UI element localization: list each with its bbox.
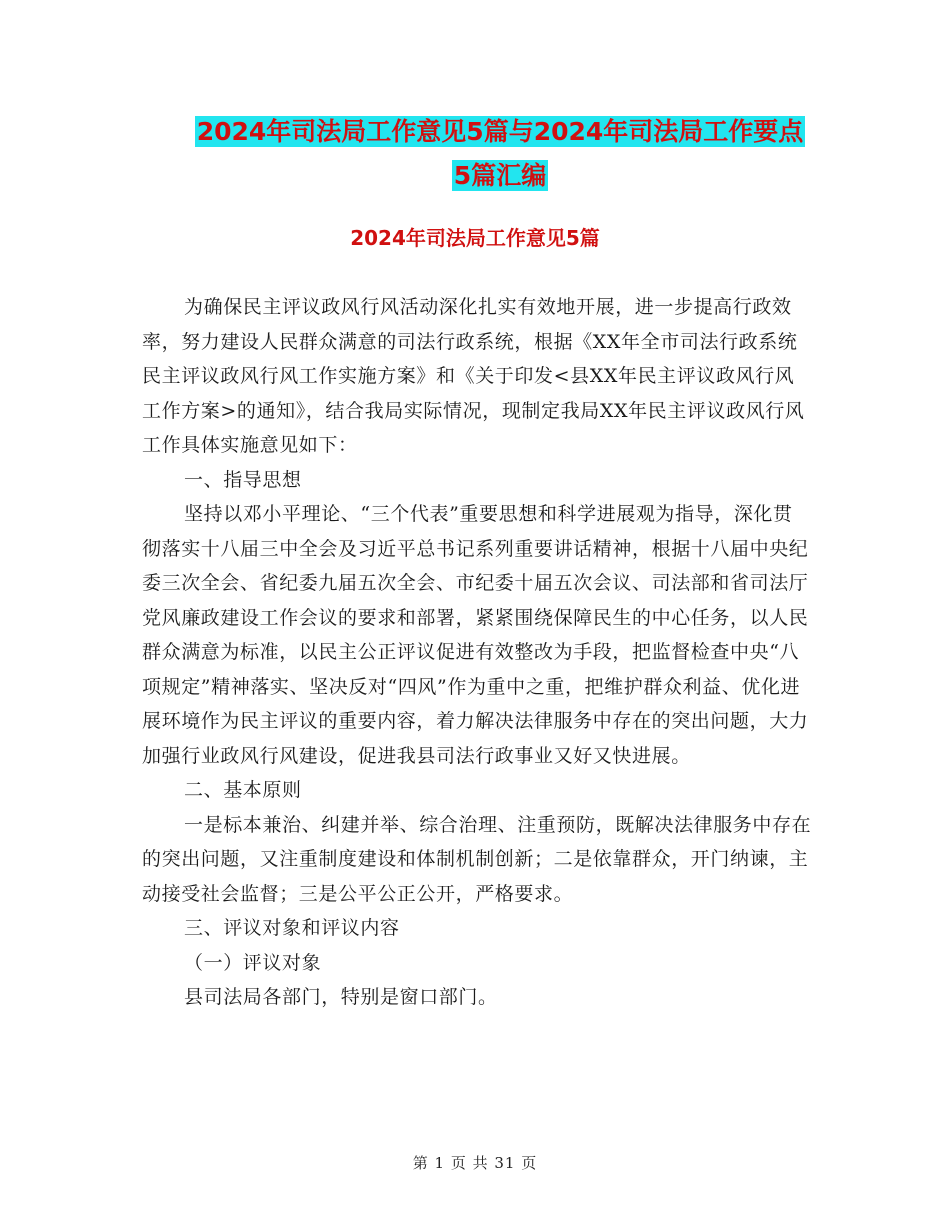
section-heading: 2024年司法局工作意见5篇 (350, 226, 600, 250)
paragraph-guiding-ideology: 坚持以邓小平理论、“三个代表”重要思想和科学进展观为指导，深化贯彻落实十八届三中全会及习近平总书记系列重要讲话精神，根据十八届中央纪委三次全会、省纪委九届五次全会、市纪委十届五次会议、司法部和省司法厅党风廉政建设工作会议的要求和部署，紧紧围绕保障民生的中心任务，以人民群众满意为标准，以民主公正评议促进有效整改为手段，把监督检查中央“八项规定”精神落实、坚决反对“四风”作为重中之重，把维护群众利益、优化进展环境作为民主评议的重要内容，着力解决法律服务中存在的突出问题，大力加强行业政风行风建设，促进我县司法行政事业又好又快进展。 (142, 503, 809, 767)
heading-basic-principles: 二、基本原则 (184, 779, 302, 801)
title-line-1 (100, 110, 900, 154)
title-line-2-text: 5篇汇编 (453, 161, 547, 190)
document-title (100, 110, 900, 198)
page-footer: 第 1 页 共 31 页 (412, 1154, 538, 1172)
paragraph-review-targets: 县司法局各部门，特别是窗口部门。 (184, 986, 498, 1008)
title-line-1-text: 2024年司法局工作意见5篇与2024年司法局工作要点 (196, 117, 804, 146)
heading-guiding-ideology: 一、指导思想 (184, 468, 302, 491)
title-line-2 (100, 154, 900, 198)
subheading-review-targets: （一）评议对象 (184, 951, 322, 974)
document-body (142, 290, 812, 1015)
paragraph-basic-principles: 一是标本兼治、纠建并举、综合治理、注重预防，既解决法律服务中存在的突出问题，又注重制度建设和体制机制创新；二是依靠群众，开门纳谏，主动接受社会监督；三是公平公正公开，严格要求。 (142, 813, 812, 905)
heading-review-targets: 三、评议对象和评议内容 (184, 917, 400, 939)
paragraph-intro: 为确保民主评议政风行风活动深化扎实有效地开展，进一步提高行政效率，努力建设人民群众满意的司法行政系统，根据《XX年全市司法行政系统民主评议政风行风工作实施方案》和《关于印发<县XX年民主评议政风行风工作方案>的通知》，结合我局实际情况，现制定我局XX年民主评议政风行风工作具体实施意见如下： (142, 296, 805, 456)
